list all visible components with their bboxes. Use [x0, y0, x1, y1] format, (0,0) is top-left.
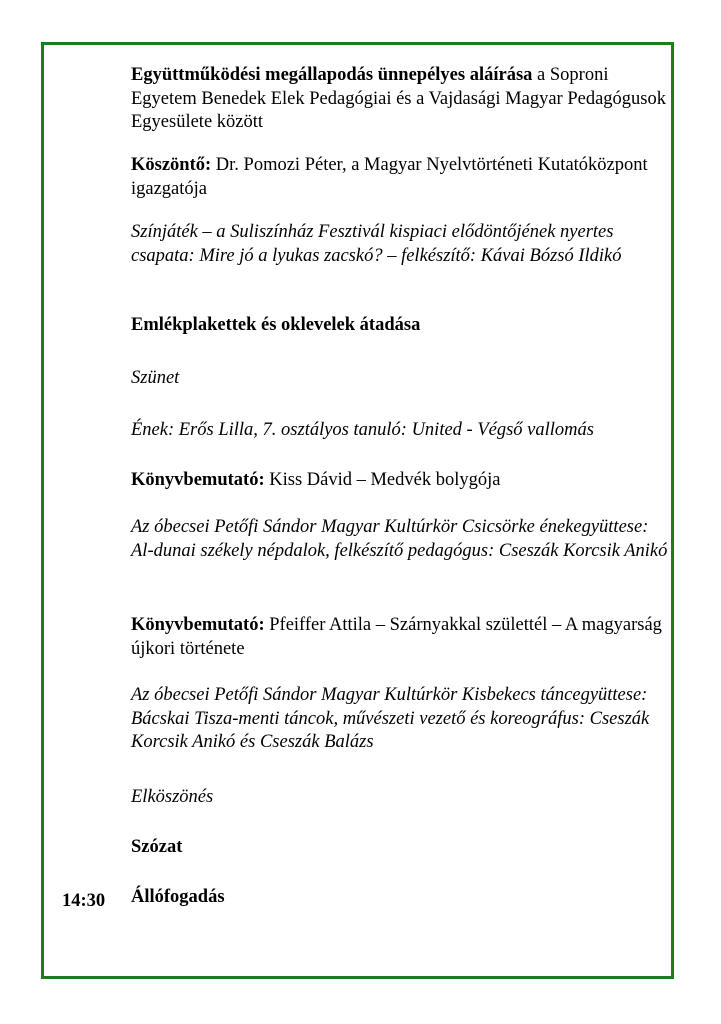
program-item-awards [131, 314, 671, 338]
item-heading: Együttműködési megállapodás ünnepélyes aláírása [131, 65, 533, 85]
item-description: Elköszönés [131, 787, 214, 807]
item-description: Dr. Pomozi Péter, a Magyar Nyelvtörténeti Kutatóközpont igazgatója [131, 155, 648, 199]
program-item-farewell [131, 786, 671, 810]
item-description: Az óbecsei Petőfi Sándor Magyar Kultúrkör Kisbekecs táncegyüttese: Bácskai Tisza-menti táncok, művészeti vezető és koreográfus: Cseszák Korcsik Anikó és Cseszák Balázs [131, 685, 650, 752]
program-item-book-launch-2 [131, 614, 671, 661]
program-item-book-launch-1 [131, 469, 671, 493]
program-item-time: 14:30 [62, 891, 106, 911]
item-heading: Állófogadás [131, 887, 225, 907]
item-description: Ének: Erős Lilla, 7. osztályos tanuló: United - Végső vallomás [131, 420, 594, 440]
item-heading: Könyvbemutató: [131, 615, 265, 635]
program-item-song [131, 419, 671, 443]
item-description: Pfeiffer Attila – Szárnyakkal születtél – A magyarság újkori története [131, 615, 662, 659]
item-heading: Köszöntő: [131, 155, 212, 175]
item-description: Kiss Dávid – Medvék bolygója [264, 470, 501, 490]
program-item-agreement-signing [131, 64, 671, 135]
program-item-choir [131, 516, 671, 563]
item-description: Az óbecsei Petőfi Sándor Magyar Kultúrkör Csicsörke énekegyüttese: Al-dunai székely népdalok, felkészítő pedagógus: Cseszák Korcsik Anikó [131, 517, 668, 561]
item-heading: Szózat [131, 837, 183, 857]
program-item-theatre-play [131, 221, 671, 268]
program-item-reception [131, 886, 671, 910]
item-description: Szünet [131, 368, 180, 388]
program-item-break [131, 367, 671, 391]
program-item-szozat [131, 836, 671, 860]
item-heading: Könyvbemutató: [131, 470, 265, 490]
item-description: Színjáték – a Suliszínház Fesztivál kispiaci elődöntőjének nyertes csapata: Mire jó a lyukas zacskó? – felkészítő: Kávai Bózsó Ildikó [131, 222, 622, 266]
item-description: a Soproni Egyetem Benedek Elek Pedagógiai és a Vajdasági Magyar Pedagógusok Egyesülete között [131, 65, 666, 132]
program-item-welcome-speech [131, 154, 671, 201]
program-item-dance-ensemble [131, 684, 671, 755]
item-heading: Emlékplakettek és oklevelek átadása [131, 315, 421, 335]
